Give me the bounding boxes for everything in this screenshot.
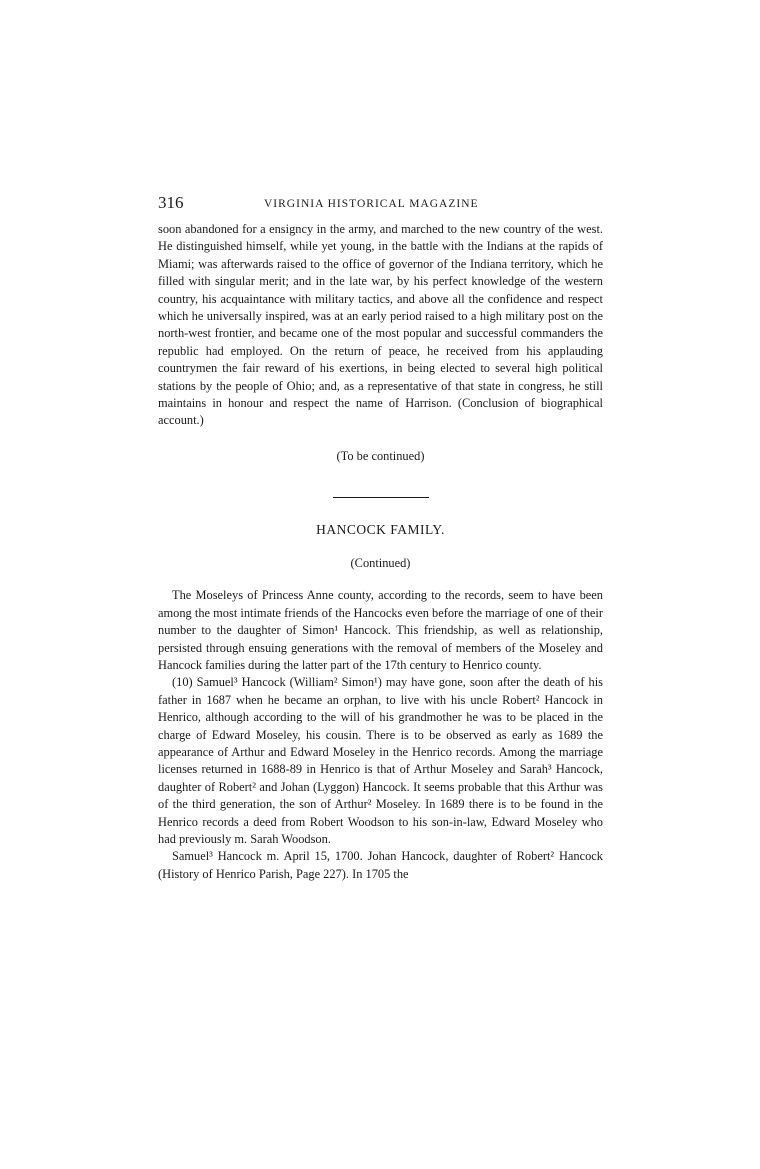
continued-note: (Continued) — [350, 556, 411, 571]
biography-paragraph: soon abandoned for a ensigncy in the army, and marched to the new country of the west. He distinguished himself, while yet young, in the battle with the Indians at the rapids of Miami; was afterwards raised to the office of governor of the Indiana territory, which he filled with singular merit; and in the late war, by his perfect knowledge of the western country, his acquaintance with military tactics, and above all the confidence and respect which he universally inspired, was at an early period raised to a high military post on the north-west frontier, and became one of the most popular and successful commanders the republic had employed. On the return of peace, he received from his applauding countrymen the fair reward of his exertions, in being elected to several high political stations by the people of Ohio; and, as a representative of that state in congress, he still maintains in honour and respect the name of Harrison. (Conclusion of biographical account.) — [158, 222, 603, 428]
hancock-paragraph-1: The Moseleys of Princess Anne county, according to the records, seem to have been among the most intimate friends of the Hancocks even before the marriage of one of their number to the daughter of Simon¹ Hancock. This friendship, as well as relationship, persisted through ensuing generations with the removal of members of the Moseley and Hancock families during the latter part of the 17th century to Henrico county. — [158, 588, 603, 672]
page-number: 316 — [158, 193, 184, 212]
to-be-continued-note: (To be continued) — [336, 448, 425, 463]
running-head: VIRGINIA HISTORICAL MAGAZINE — [264, 198, 479, 210]
hancock-paragraph-3: Samuel³ Hancock m. April 15, 1700. Johan Hancock, daughter of Robert² Hancock (History of Henrico Parish, Page 227). In 1705 the — [158, 849, 603, 881]
page — [158, 193, 603, 883]
section-divider — [333, 497, 429, 499]
section-title: HANCOCK FAMILY. — [316, 522, 445, 538]
hancock-paragraph-2: (10) Samuel³ Hancock (William² Simon¹) may have gone, soon after the death of his father in 1687 when he became an orphan, to live with his uncle Robert² Hancock in Henrico, although according to the will of his grandmother he was to be placed in the charge of Edward Moseley, his cousin. There is to be observed as early as 1689 the appearance of Arthur and Edward Moseley in the Henrico records. Among the marriage licenses returned in 1688-89 in Henrico is that of Arthur Moseley and Sarah³ Hancock, daughter of Robert² and Johan (Lyggon) Hancock. It seems probable that this Arthur was of the third generation, the son of Arthur² Moseley. In 1689 there is to be found in the Henrico records a deed from Robert Woodson to his son-in-law, Edward Moseley who had previously m. Sarah Woodson. — [158, 675, 603, 847]
page-header — [158, 193, 603, 217]
